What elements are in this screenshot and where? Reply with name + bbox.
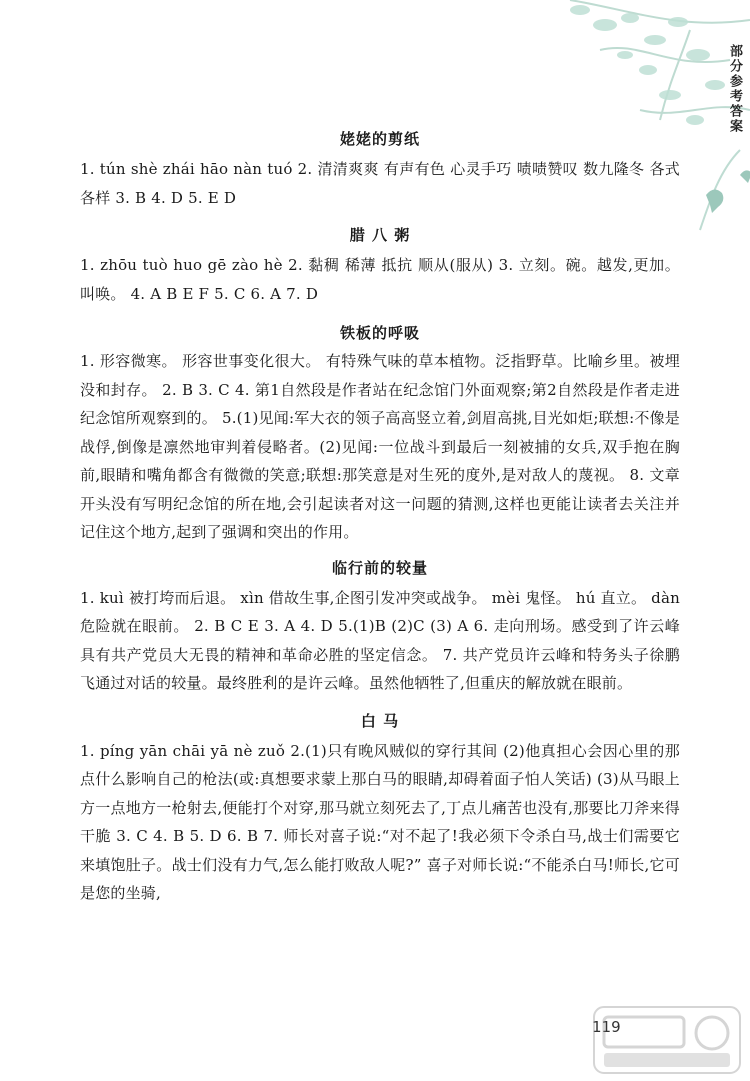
section-pre-departure-contest <box>80 557 680 698</box>
answer-paragraph: 1. kuì 被打垮而后退。 xìn 借故生事,企图引发冲突或战争。 mèi 鬼怪。 hú 直立。 dàn 危险就在眼前。 2. B C E 3. A 4. D 5.(1)B (2)C (3) A 6. 走向刑场。感受到了许云峰具有共产党员大无畏的精神和革命必胜的坚定信念。 7. 共产党员许云峰和特务头子徐鹏飞通过对话的较量。最终胜利的是许云峰。虽然他牺牲了,但重庆的解放就在眼前。 <box>80 588 680 692</box>
section-tab: 部分参考答案 <box>727 44 742 134</box>
section-laolao-paper-cut <box>80 128 680 212</box>
answer-content <box>80 128 680 908</box>
answer-paragraph: 1. tún shè zhái hāo nàn tuó 2. 清清爽爽 有声有色 心灵手巧 啧啧赞叹 数九隆冬 各式各样 3. B 4. D 5. E D <box>80 160 680 207</box>
section-white-horse <box>80 710 680 908</box>
answer-paragraph: 1. zhōu tuò huo gē zào hè 2. 黏稠 稀薄 抵抗 顺从(服从) 3. 立刻。碗。越发,更加。叫唤。 4. A B E F 5. C 6. A 7. D <box>80 256 680 303</box>
answer-paragraph: 1. 形容微寒。 形容世事变化很大。 有特殊气味的草本植物。泛指野草。比喻乡里。被埋没和封存。 2. B 3. C 4. 第1自然段是作者站在纪念馆门外面观察;第2自然段是作者走进纪念馆所观察到的。 5.(1)见闻:军大衣的领子高高竖立着,剑眉高挑,目光如炬;联想:不像是战俘,倒像是凛然地审判着侵略者。(2)见闻:一位战斗到最后一刻被捕的女兵,双手抱在胸前,眼睛和嘴角都含有微微的笑意;联想:那笑意是对生死的度外,是对敌人的蔑视。 8. 文章开头没有写明纪念馆的所在地,会引起读者对这一问题的猜测,这样也更能让读者去关注并记住这个地方,起到了强调和突出的作用。 <box>80 352 680 541</box>
section-title: 白 马 <box>360 711 400 730</box>
section-iron-breath <box>80 322 680 547</box>
section-laba-porridge <box>80 224 680 308</box>
section-title: 腊 八 粥 <box>349 226 411 244</box>
page-number: 119 <box>592 1018 621 1036</box>
section-title: 姥姥的剪纸 <box>339 130 420 148</box>
section-title: 临行前的较量 <box>331 558 428 577</box>
section-title: 铁板的呼吸 <box>339 324 420 342</box>
watermark-logo <box>592 1005 742 1075</box>
answer-paragraph: 1. píng yān chāi yā nè zuǒ 2.(1)只有晚风贼似的穿行其间 (2)他真担心会因心里的那点什么影响自己的枪法(或:真想要求蒙上那白马的眼睛,却碍着面子怕人笑话) (3)从马眼上方一点地方一枪射去,便能打个对穿,那马就立刻死去了,丁点儿痛苦也没有,那要比刀斧来得干脆 3. C 4. B 5. D 6. B 7. 师长对喜子说:“对不起了!我必须下令杀白马,战士们需要它来填饱肚子。战士们没有力气,怎么能打败敌人呢?” 喜子对师长说:“不能杀白马!师长,它可是您的坐骑, <box>80 741 680 902</box>
